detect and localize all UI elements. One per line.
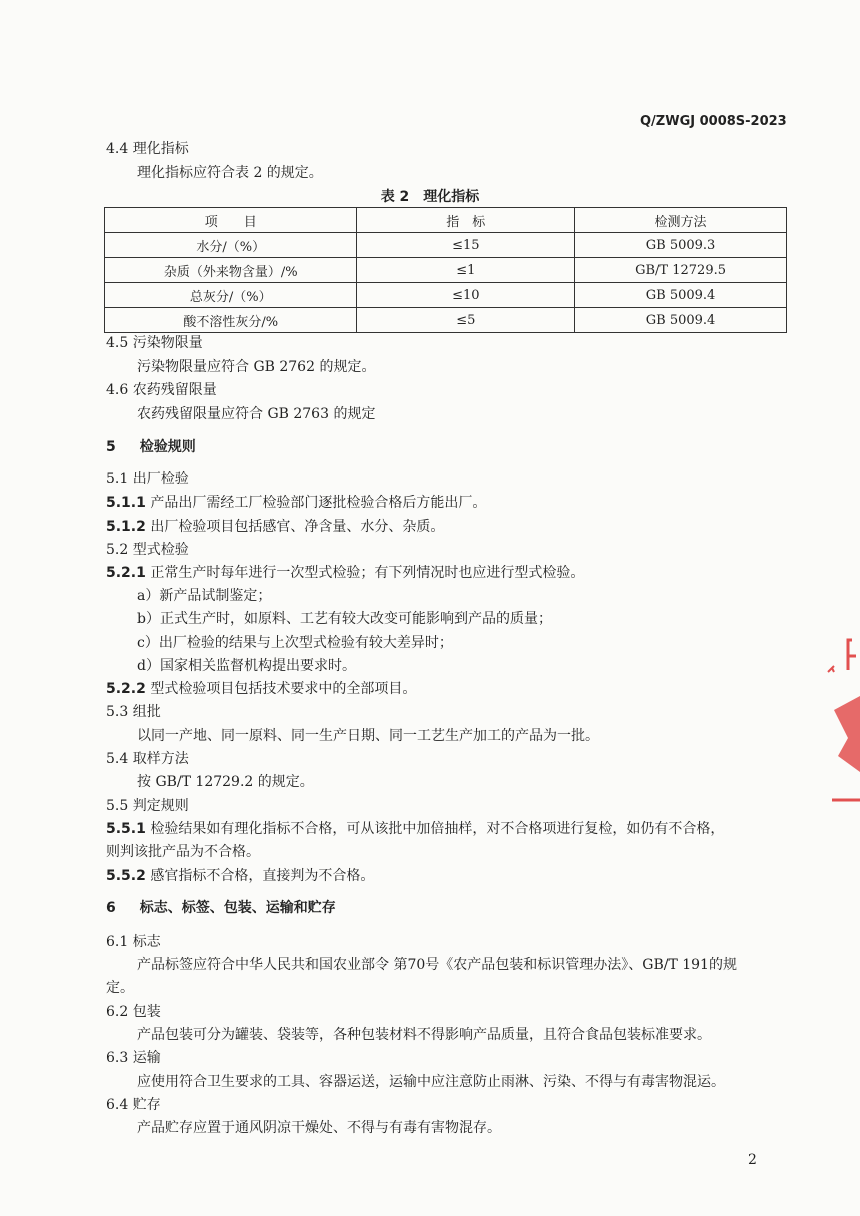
section-4-6-body: 农药残留限量应符合 GB 2763 的规定 [137,406,376,422]
red-seal-stamp-icon [818,632,860,804]
section-4-4-heading [106,139,189,159]
table-caption: 表 2 理化指标 [380,189,480,205]
clause-body: 检验结果如有理化指标不合格，可从该批中加倍抽样，对不合格项进行复检，如仍有不合格， [150,821,725,837]
table-row [105,308,787,333]
chapter-number: 6 [106,900,116,916]
section-6-1-body: 产品标签应符合中华人民共和国农业部令 第70号《农产品包装和标识管理办法》、GB/T 191的规 [137,957,737,973]
section-title: 型式检验 [132,542,189,558]
section-title: 贮存 [132,1097,161,1113]
header-method: 检测方法 [575,208,787,233]
clause-number: 5.1.2 [106,519,146,535]
section-5-4-body: 按 GB/T 12729.2 的规定。 [137,774,314,790]
table-cell: GB 5009.4 [575,308,787,333]
section-number: 5.2 [106,542,129,558]
chapter-5-heading [106,436,196,456]
clause-body: 出厂检验项目包括感官、净含量、水分、杂质。 [150,519,445,535]
table-cell: GB/T 12729.5 [575,258,787,283]
section-title: 取样方法 [132,751,189,767]
table-cell: ≤15 [357,233,575,258]
clause-5-2-1 [106,563,584,583]
section-4-5-heading [106,333,203,353]
section-number: 4.5 [106,335,129,351]
section-5-1-heading [106,469,189,489]
section-number: 5.1 [106,471,129,487]
section-4-4-body: 理化指标应符合表 2 的规定。 [137,165,323,181]
section-number: 4.6 [106,382,129,398]
section-title: 组批 [132,704,161,720]
section-title: 包装 [132,1004,161,1020]
section-title: 判定规则 [132,798,189,814]
list-item: c）出厂检验的结果与上次型式检验有较大差异时； [137,635,453,651]
table-cell: 水分/（%） [105,233,357,258]
clause-body: 正常生产时每年进行一次型式检验；有下列情况时也应进行型式检验。 [150,565,585,581]
list-item: b）正式生产时，如原料、工艺有较大改变可能影响到产品的质量； [137,611,552,627]
list-item: a）新产品试制鉴定； [137,588,272,604]
clause-5-5-1 [106,819,724,839]
chapter-title: 检验规则 [139,439,196,455]
clause-number: 5.5.2 [106,868,146,884]
clause-number: 5.1.1 [106,495,146,511]
section-5-4-heading [106,749,189,769]
physicochemical-table [104,207,787,333]
table-header-row [105,208,787,233]
chapter-title: 标志、标签、包装、运输和贮存 [139,900,336,916]
section-title: 理化指标 [132,141,189,157]
clause-number: 5.2.2 [106,681,146,697]
section-6-1-heading [106,932,161,952]
clause-body: 感官指标不合格，直接判为不合格。 [150,868,375,884]
page-number: 2 [748,1152,757,1168]
table-row [105,258,787,283]
header-item: 项 目 [105,208,357,233]
table-cell: ≤5 [357,308,575,333]
section-6-2-heading [106,1002,161,1022]
section-number: 6.1 [106,934,129,950]
section-4-6-heading [106,380,217,400]
clause-number: 5.5.1 [106,821,146,837]
table-row [105,283,787,308]
section-6-3-heading [106,1048,161,1068]
section-5-2-heading [106,540,189,560]
clause-5-5-2 [106,866,374,886]
chapter-6-heading [106,897,336,917]
section-title: 污染物限量 [132,335,203,351]
clause-5-5-1-continued: 则判该批产品为不合格。 [106,844,260,860]
section-number: 6.4 [106,1097,129,1113]
table-cell: 酸不溶性灰分/% [105,308,357,333]
section-6-1-body-continued: 定。 [106,980,134,996]
section-title: 运输 [132,1050,161,1066]
document-code: Q/ZWGJ 0008S-2023 [640,114,787,129]
table-row [105,233,787,258]
clause-5-2-2 [106,679,416,699]
section-number: 6.2 [106,1004,129,1020]
clause-body: 产品出厂需经工厂检验部门逐批检验合格后方能出厂。 [150,495,487,511]
section-title: 出厂检验 [132,471,189,487]
table-cell: ≤1 [357,258,575,283]
chapter-number: 5 [106,439,116,455]
clause-5-1-1 [106,493,486,513]
section-5-3-heading [106,702,161,722]
section-6-4-heading [106,1095,161,1115]
section-4-5-body: 污染物限量应符合 GB 2762 的规定。 [137,359,376,375]
table-cell: GB 5009.4 [575,283,787,308]
table-cell: 杂质（外来物含量）/% [105,258,357,283]
section-number: 5.5 [106,798,129,814]
section-title: 标志 [132,934,161,950]
clause-5-1-2 [106,517,444,537]
table-cell: GB 5009.3 [575,233,787,258]
section-5-5-heading [106,796,189,816]
section-6-2-body: 产品包装可分为罐装、袋装等，各种包装材料不得影响产品质量，且符合食品包装标准要求。 [137,1027,711,1043]
clause-number: 5.2.1 [106,565,146,581]
list-item: d）国家相关监督机构提出要求时。 [137,658,356,674]
section-6-3-body: 应使用符合卫生要求的工具、容器运送，运输中应注意防止雨淋、污染、不得与有毒害物混运。 [137,1074,725,1090]
section-number: 4.4 [106,141,129,157]
section-title: 农药残留限量 [132,382,217,398]
header-index: 指 标 [357,208,575,233]
section-number: 5.4 [106,751,129,767]
section-number: 5.3 [106,704,129,720]
table-cell: ≤10 [357,283,575,308]
table-cell: 总灰分/（%） [105,283,357,308]
section-number: 6.3 [106,1050,129,1066]
section-5-3-body: 以同一产地、同一原料、同一生产日期、同一工艺生产加工的产品为一批。 [137,728,599,744]
section-6-4-body: 产品贮存应置于通风阴凉干燥处、不得与有毒有害物混存。 [137,1120,501,1136]
clause-body: 型式检验项目包括技术要求中的全部项目。 [150,681,417,697]
